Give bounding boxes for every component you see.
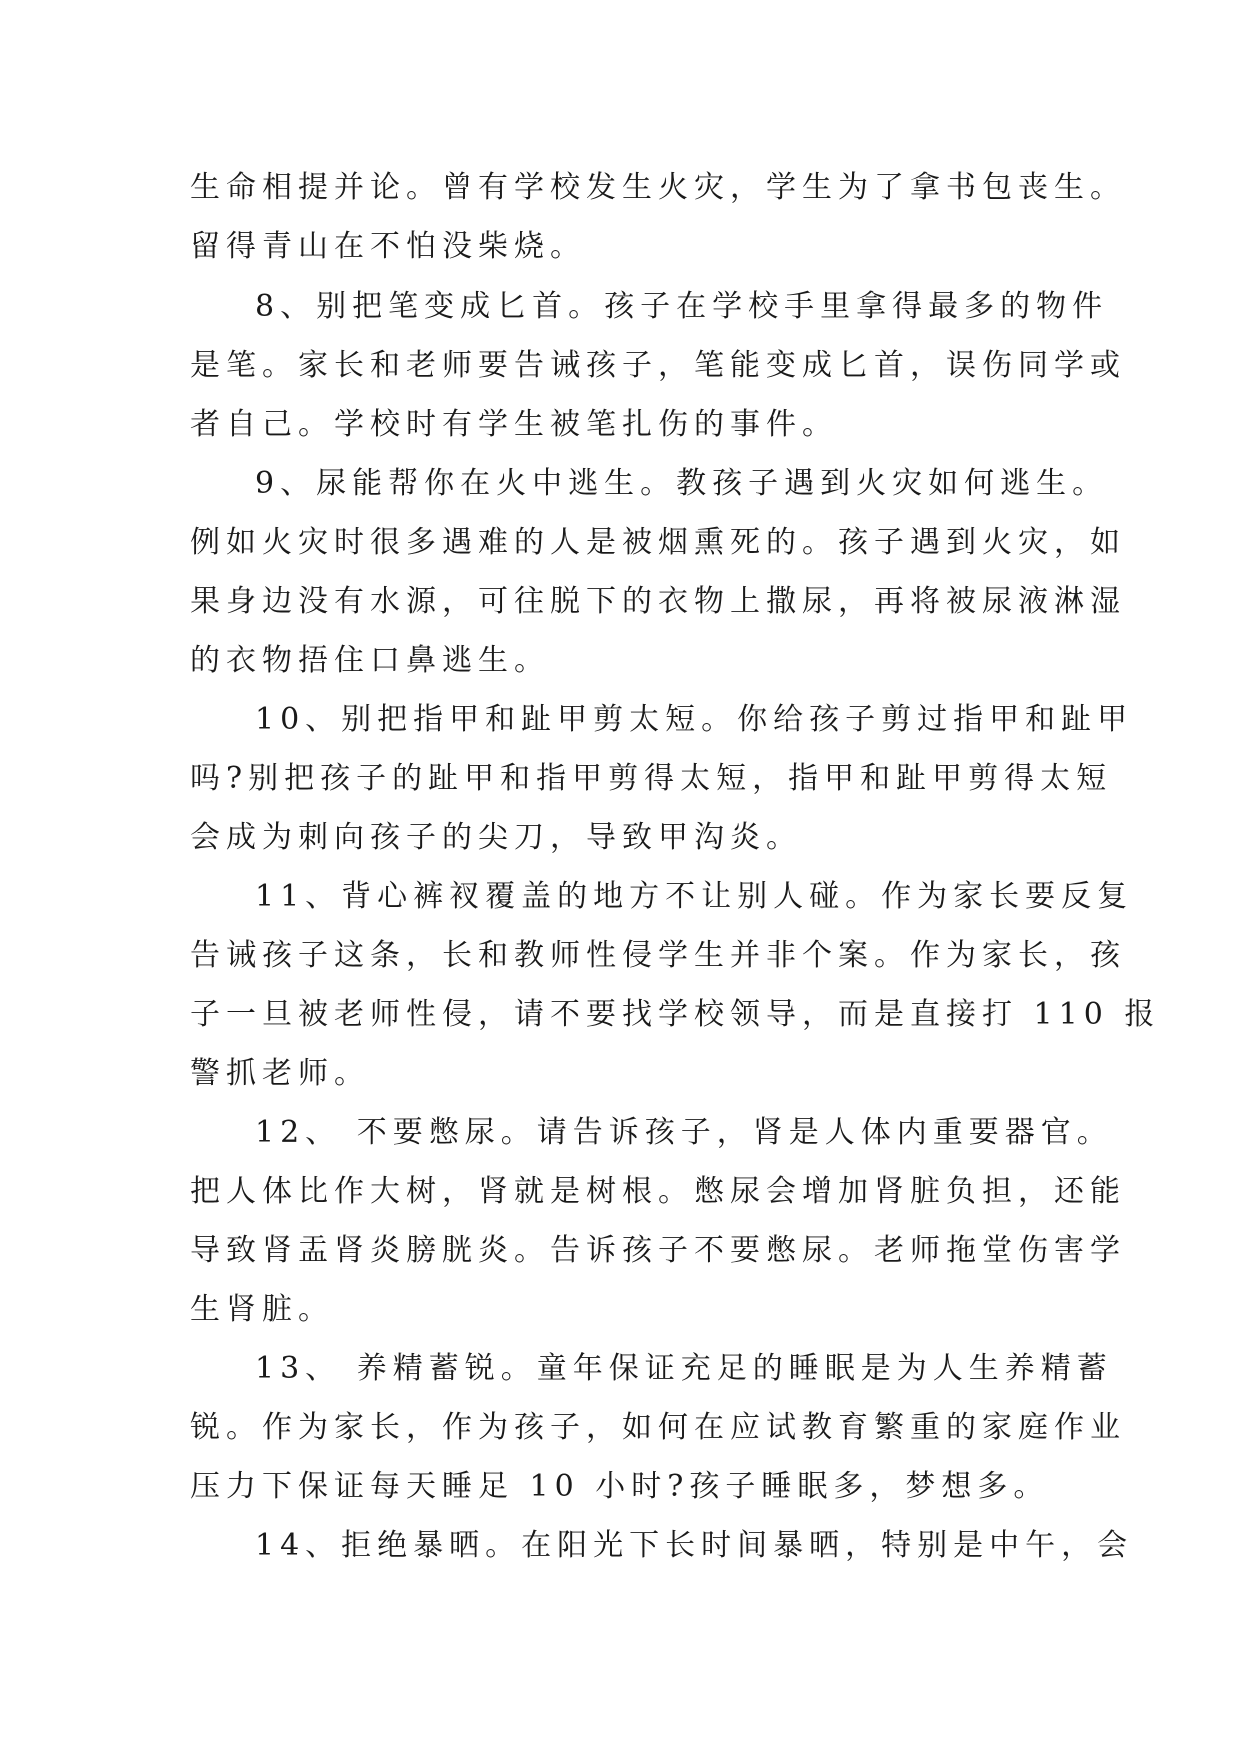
text-line: 子一旦被老师性侵，请不要找学校领导，而是直接打 110 报 [190,997,1161,1032]
text-line: 压力下保证每天睡足 10 小时?孩子睡眠多，梦想多。 [190,1469,1050,1504]
paragraph-start: 9、尿能帮你在火中逃生。教孩子遇到火灾如何逃生。 [255,466,1109,501]
text-line: 警抓老师。 [190,1056,370,1091]
text-line: 导致肾盂肾炎膀胱炎。告诉孩子不要憋尿。老师拖堂伤害学 [190,1233,1126,1268]
text-line: 是笔。家长和老师要告诫孩子，笔能变成匕首，误伤同学或 [190,348,1126,383]
paragraph-start: 14、拒绝暴晒。在阳光下长时间暴晒，特别是中午，会 [255,1528,1134,1563]
text-line: 把人体比作大树，肾就是树根。憋尿会增加肾脏负担，还能 [190,1174,1126,1209]
text-line: 吗?别把孩子的趾甲和指甲剪得太短，指甲和趾甲剪得太短 [190,761,1113,796]
text-line: 果身边没有水源，可往脱下的衣物上撒尿，再将被尿液淋湿 [190,584,1126,619]
paragraph-start: 12、 不要憋尿。请告诉孩子，肾是人体内重要器官。 [255,1115,1113,1150]
text-line: 的衣物捂住口鼻逃生。 [190,643,550,678]
text-line: 锐。作为家长，作为孩子，如何在应试教育繁重的家庭作业 [190,1410,1126,1445]
paragraph-start: 11、背心裤衩覆盖的地方不让别人碰。作为家长要反复 [255,879,1134,914]
text-line: 告诫孩子这条，长和教师性侵学生并非个案。作为家长，孩 [190,938,1126,973]
text-line: 生命相提并论。曾有学校发生火灾，学生为了拿书包丧生。 [190,170,1126,205]
text-line: 者自己。学校时有学生被笔扎伤的事件。 [190,407,838,442]
paragraph-start: 13、 养精蓄锐。童年保证充足的睡眠是为人生养精蓄 [255,1351,1113,1386]
text-line: 生肾脏。 [190,1292,334,1327]
text-line: 例如火灾时很多遇难的人是被烟熏死的。孩子遇到火灾，如 [190,525,1126,560]
text-line: 留得青山在不怕没柴烧。 [190,229,586,264]
paragraph-start: 10、别把指甲和趾甲剪太短。你给孩子剪过指甲和趾甲 [255,702,1134,737]
paragraph-start: 8、别把笔变成匕首。孩子在学校手里拿得最多的物件 [255,289,1109,324]
text-line: 会成为刺向孩子的尖刀，导致甲沟炎。 [190,820,802,855]
